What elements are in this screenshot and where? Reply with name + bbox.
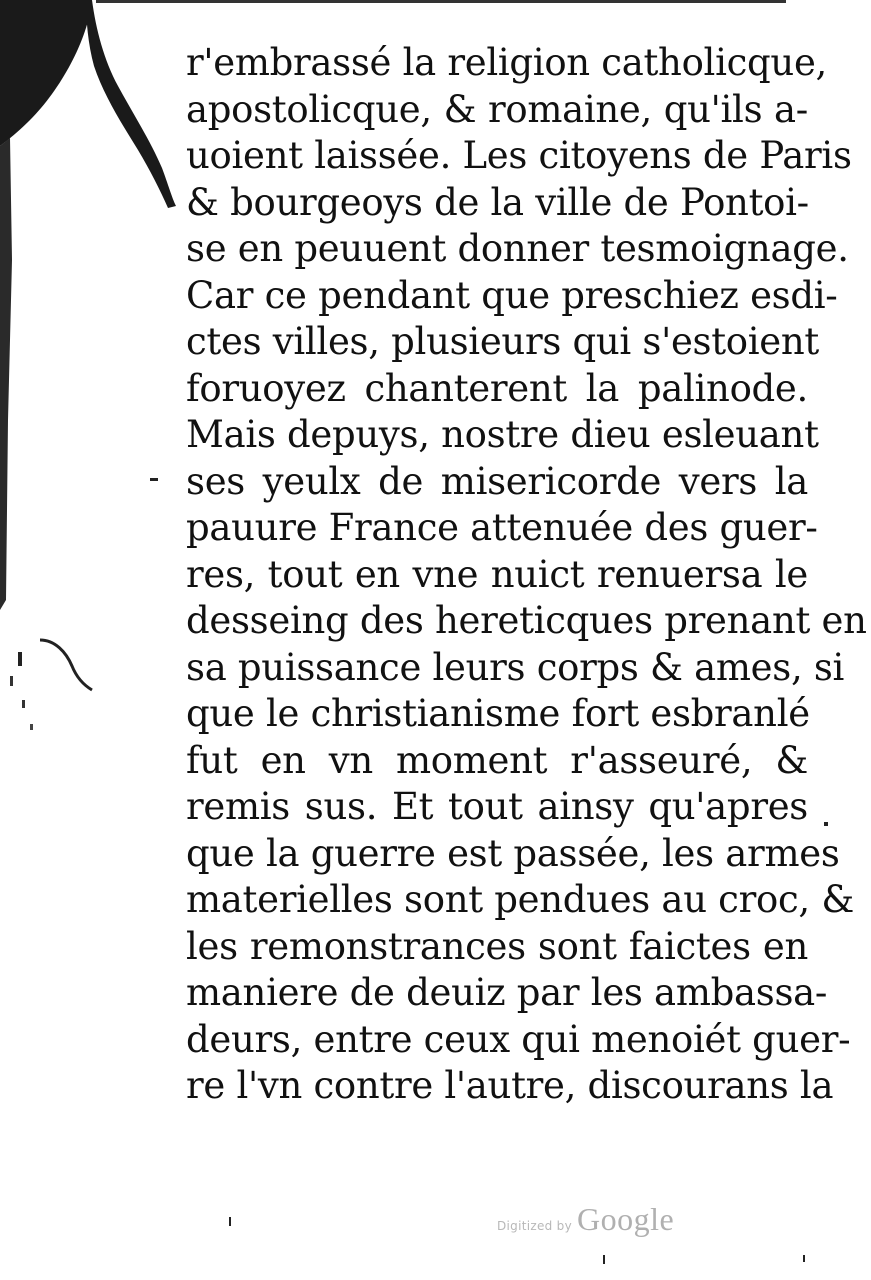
- text-line: uoient laissée. Les citoyens de Paris: [186, 134, 852, 177]
- text-line: fut en vn moment r'asseuré, &: [186, 738, 808, 782]
- text-line: apostolicque, & romaine, qu'ils a-: [186, 87, 808, 131]
- body-text: [186, 40, 867, 1110]
- text-line: que le christianisme fort esbranlé: [186, 692, 810, 735]
- margin-mark: [22, 700, 25, 708]
- margin-mark: [18, 652, 22, 666]
- scan-speck: [824, 822, 828, 826]
- text-line: materielles sont pendues au croc, &: [186, 878, 854, 921]
- text-line: desseing des hereticques prenant en: [186, 599, 867, 642]
- binding-shadow-tail: [86, 0, 176, 208]
- text-line: res, tout en vne nuict renuersa le: [186, 552, 808, 596]
- text-line: re l'vn contre l'autre, discourans la: [186, 1064, 834, 1107]
- top-edge-remnant: [96, 0, 786, 3]
- text-line: & bourgeoys de la ville de Pontoi-: [186, 180, 809, 224]
- digitized-by-google-watermark: [497, 1201, 674, 1238]
- text-line: foruoyez chanterent la palinode.: [186, 366, 808, 410]
- watermark-prefix: Digitized by: [497, 1219, 572, 1233]
- text-line: les remonstrances sont faictes en: [186, 924, 808, 968]
- text-line: ses yeulx de misericorde vers la: [186, 459, 808, 503]
- margin-mark: [10, 676, 13, 686]
- text-line: ctes villes, plusieurs qui s'estoient: [186, 320, 820, 363]
- scan-speck: [150, 478, 158, 481]
- binding-shadow-top: [0, 0, 92, 146]
- scan-speck: [803, 1255, 805, 1262]
- text-line: Car ce pendant que preschiez esdi-: [186, 273, 838, 317]
- text-line: que la guerre est passée, les armes: [186, 831, 840, 875]
- text-line: remis sus. Et tout ainsy qu'apres: [186, 785, 808, 828]
- margin-curl: [40, 640, 92, 690]
- scan-speck: [229, 1217, 231, 1226]
- left-margin-strip: [0, 138, 12, 610]
- text-line: pauure France attenuée des guer-: [186, 506, 818, 549]
- text-line: Mais depuys, nostre dieu esleuant: [186, 413, 819, 456]
- text-line: r'embrassé la religion catholicque,: [186, 41, 828, 84]
- text-line: maniere de deuiz par les ambassa-: [186, 971, 828, 1014]
- google-logo: Google: [577, 1201, 675, 1237]
- scan-speck: [603, 1255, 605, 1264]
- text-line: sa puissance leurs corps & ames, si: [186, 645, 845, 689]
- text-line: se en peuuent donner tesmoignage.: [186, 227, 849, 270]
- margin-mark: [30, 724, 33, 730]
- text-line: deurs, entre ceux qui menoiét guer-: [186, 1017, 851, 1061]
